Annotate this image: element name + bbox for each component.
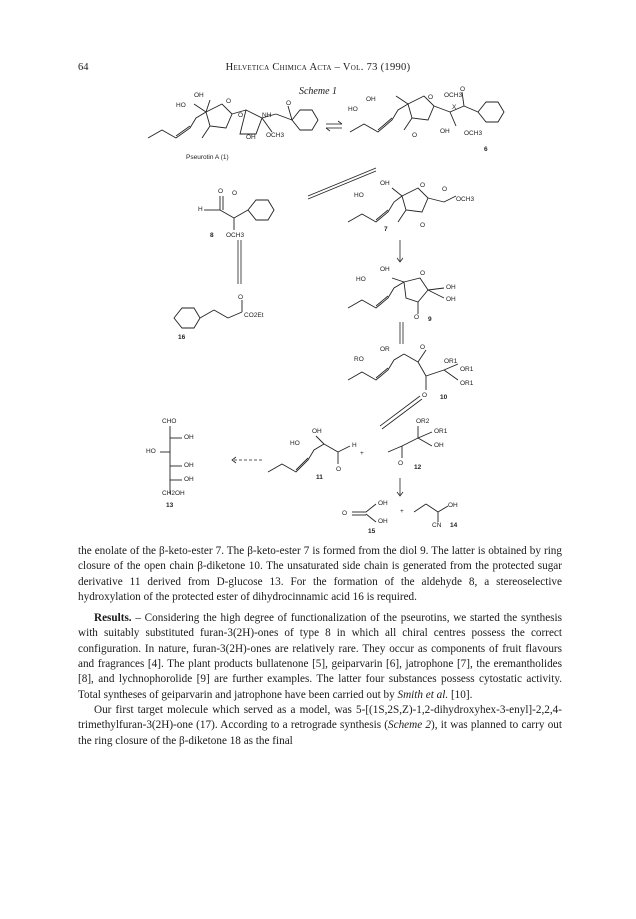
atom-label: H [198, 206, 203, 213]
atom-label: OH [380, 266, 390, 273]
atom-label: CO2Et [244, 312, 264, 319]
paragraph-1: the enolate of the β-keto-ester 7. The β-keto-ester 7 is formed from the diol 9. The latter is obtained by ring closure of the open chain β-diketone 10. The unsaturated side chain is generated from the protected sugar derivative 11 derived from D-glucose 13. For the formation of the aldehyde 8, a stereoselective hydroxylation of the protected ester of dihydrocinnamic acid 16 is required. [78, 545, 562, 603]
paragraph-target [78, 703, 562, 749]
atom-label: X [452, 104, 457, 111]
atom-label: O [226, 98, 232, 105]
atom-label: OH [446, 296, 456, 303]
atom-label: OR1 [444, 358, 458, 365]
atom-label: CH2OH [162, 490, 185, 497]
structure-13 [160, 426, 182, 494]
atom-label: OR [380, 346, 390, 353]
running-header: Helvetica Chimica Acta – Vol. 73 (1990) [225, 62, 411, 73]
structure-15 [352, 504, 376, 522]
atom-label: OH [446, 284, 456, 291]
atom-label: OH [378, 518, 388, 525]
atom-label: OH [312, 428, 322, 435]
body-text [78, 544, 562, 749]
plus-sign: + [360, 450, 364, 457]
atom-label: O [286, 100, 292, 107]
structure-9 [348, 278, 444, 314]
atom-label: OR1 [460, 366, 474, 373]
atom-label: RO [354, 356, 364, 363]
page-number: 64 [78, 62, 89, 73]
atom-label: OH [194, 92, 204, 99]
plus-sign: + [400, 508, 404, 515]
results-end: [10]. [448, 688, 473, 701]
compound-label-10: 10 [440, 394, 448, 401]
compound-label-13: 13 [166, 502, 174, 509]
paragraph-results [78, 611, 562, 703]
target-text-a: Our first target molecule which served as a model, was 5-[(1S,2S,Z)-1,2-dihydroxyhex-3-enyl]-2,2,4-trimethylfuran-3(2H)-one (17). According to a retrograde synthesis ( [78, 703, 562, 732]
scheme-2-ref: Scheme 2 [388, 719, 432, 732]
atom-label: OH [380, 180, 390, 187]
atom-label: HO [354, 192, 364, 199]
atom-label: O [422, 392, 428, 399]
compound-label-7: 7 [384, 226, 388, 233]
atom-label: HO [356, 276, 366, 283]
atom-label: OH [366, 96, 376, 103]
atom-label: CHO [162, 418, 177, 425]
atom-label: OR1 [434, 428, 448, 435]
atom-label: O [218, 188, 224, 195]
atom-label: OR2 [416, 418, 430, 425]
atom-label: OH [440, 128, 450, 135]
atom-label: HO [290, 440, 300, 447]
compound-label-6: 6 [484, 146, 488, 153]
atom-label: O [336, 466, 342, 473]
atom-label: OCH3 [226, 232, 245, 239]
atom-label: NH [262, 112, 272, 119]
structure-12 [388, 426, 432, 458]
atom-label: O [398, 460, 404, 467]
atom-label: O [442, 186, 448, 193]
results-text: – Considering the high degree of functionalization of the pseurotins, we started the synthesis with suitably substituted furan-3(2H)-ones of type 8 in which all chiral centres possess the correct configuration. In nature, furan-3(2H)-ones are relatively rare. They occur as components of fruit flavours and fragrances [4]. The plant products bullatenone [5], geiparvarin [6], jatrophone [7], the eremantholides [8], and lychnophorolide [9] are further examples. The latter four substances possess cytostatic activity. Total syntheses of geiparvarin and jatrophone have been carried out by [78, 612, 562, 701]
scheme-caption: Scheme 1 [298, 86, 338, 97]
target-text-b: ), it was planned to carry out the ring closure of the β-diketone 18 as the final [78, 719, 562, 747]
compound-label-12: 12 [414, 464, 422, 471]
compound-label-11: 11 [316, 474, 323, 481]
atom-label: OH [184, 462, 194, 469]
atom-label: O [420, 222, 426, 229]
atom-label: OCH3 [444, 92, 463, 99]
structure-14 [414, 504, 448, 522]
atom-label: HO [176, 102, 186, 109]
compound-label-15: 15 [368, 528, 376, 535]
atom-label: HO [146, 448, 156, 455]
structure-8 [204, 196, 274, 230]
atom-label: OH [184, 434, 194, 441]
structure-16 [174, 300, 242, 328]
atom-label: OH [378, 500, 388, 507]
atom-label: O [342, 510, 348, 517]
atom-label: O [428, 94, 434, 101]
atom-label: OR1 [460, 380, 474, 387]
atom-label: O [414, 314, 420, 321]
atom-label: H [352, 442, 357, 449]
atom-label: O [238, 112, 244, 119]
atom-label: O [460, 86, 466, 93]
atom-label: OCH3 [456, 196, 475, 203]
compound-label-16: 16 [178, 334, 186, 341]
atom-label: O [238, 294, 244, 301]
compound-label-14: 14 [450, 522, 458, 529]
atom-label: OH [434, 442, 444, 449]
atom-label: CN [432, 522, 442, 529]
atom-label: OH [246, 134, 256, 141]
atom-label: OH [448, 502, 458, 509]
compound-label-9: 9 [428, 316, 432, 323]
atom-label: O [420, 270, 426, 277]
atom-label: O [412, 132, 418, 139]
atom-label: O [420, 182, 426, 189]
atom-label: O [420, 344, 426, 351]
citation-smith: Smith et al. [397, 688, 449, 701]
results-heading: Results. [94, 612, 132, 625]
structure-10 [348, 350, 458, 390]
structure-7 [348, 188, 456, 222]
atom-label: OCH3 [464, 130, 483, 137]
atom-label: OH [184, 476, 194, 483]
atom-label: HO [348, 106, 358, 113]
structure-pseurotin-a [148, 100, 318, 138]
atom-label: OCH3 [266, 132, 285, 139]
compound-label-8: 8 [210, 232, 214, 239]
compound-label-pseurotin: Pseurotin A (1) [186, 154, 229, 161]
atom-label: O [232, 190, 238, 197]
